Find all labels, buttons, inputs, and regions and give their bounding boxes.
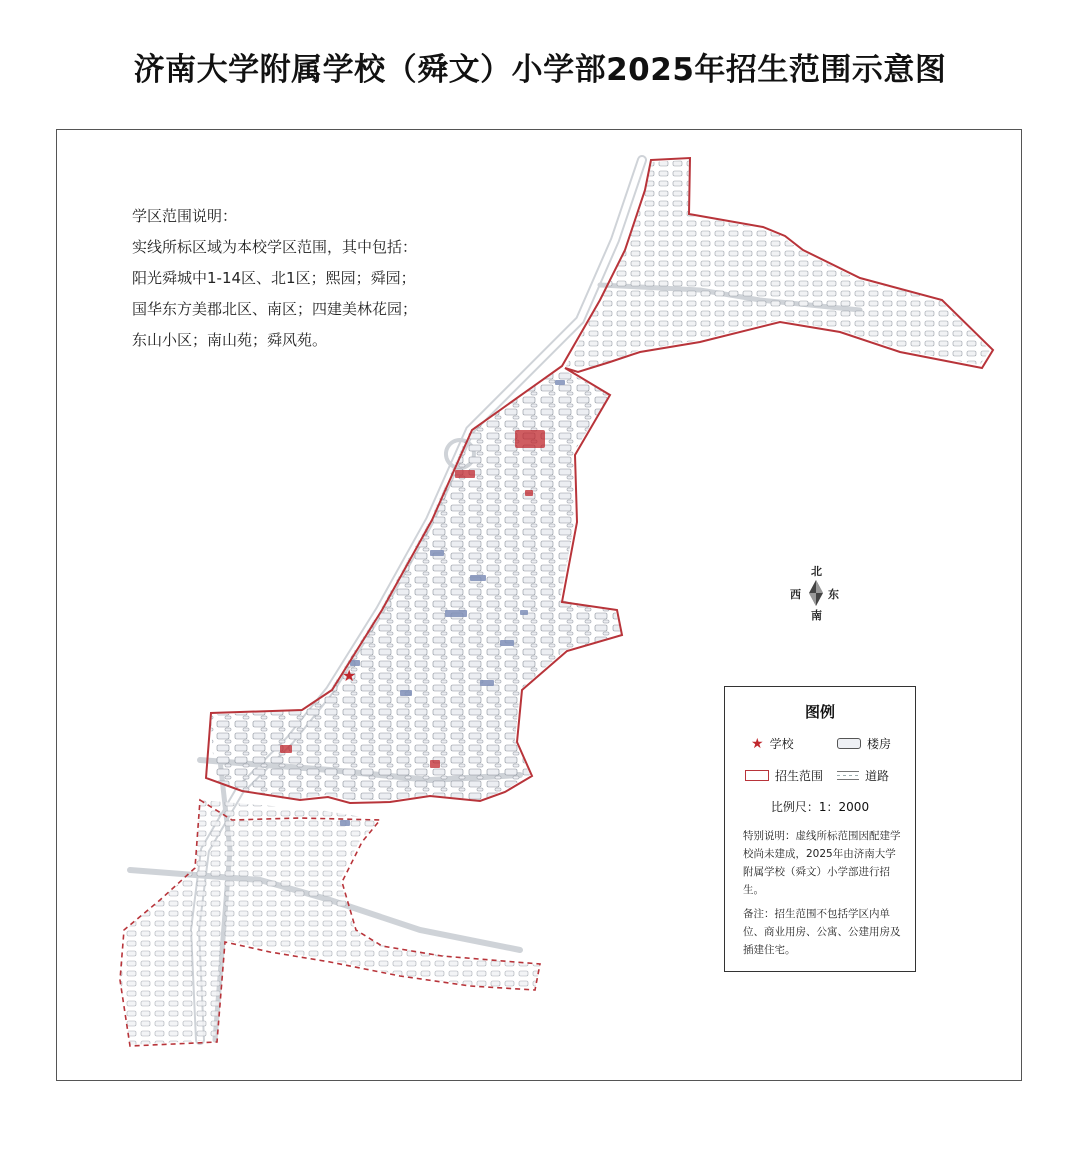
description-line: 国华东方美郡北区、南区；四建美林花园；	[132, 300, 418, 318]
description-heading: 学区范围说明：	[132, 207, 238, 225]
legend-road-label: 道路	[865, 769, 890, 783]
southern-area-buildings	[120, 800, 540, 1045]
compass-south: 南	[811, 609, 822, 622]
map-legend	[724, 686, 916, 972]
page-title: 济南大学附属学校（舜文）小学部2025年招生范围示意图	[133, 52, 947, 88]
legend-boundary-label: 招生范围	[775, 769, 824, 783]
description-line: 实线所标区域为本校学区范围，其中包括：	[132, 238, 418, 256]
district-description	[132, 201, 417, 356]
legend-item-boundary	[745, 767, 823, 784]
compass-north: 北	[811, 565, 822, 578]
building-icon	[837, 738, 861, 749]
school-star-icon: ★	[342, 666, 357, 685]
star-icon: ★	[751, 735, 764, 752]
description-line: 阳光舜城中1-14区、北1区；熙园；舜园；	[132, 269, 416, 287]
legend-remark: 备注：招生范围不包括学区内单位、商业用房、公寓、公建用房及插建住宅。	[743, 908, 901, 956]
compass-west: 西	[790, 588, 801, 601]
compass-rose	[786, 563, 846, 623]
road-icon	[837, 771, 859, 780]
compass-east: 东	[828, 588, 839, 601]
legend-scale: 比例尺：1：2000	[770, 800, 870, 814]
legend-item-building	[837, 735, 891, 752]
central-district-buildings	[210, 368, 622, 800]
legend-building-label: 楼房	[867, 737, 892, 751]
legend-item-school	[751, 735, 794, 752]
legend-special-note: 特别说明：虚线所标范围因配建学校尚未建成，2025年由济南大学附属学校（舜文）小学部进行招生。	[743, 830, 901, 896]
legend-school-label: 学校	[769, 737, 794, 751]
legend-item-road	[837, 767, 889, 784]
legend-title: 图例	[804, 703, 835, 721]
description-line: 东山小区；南山苑；舜风苑。	[132, 331, 328, 349]
boundary-icon	[745, 770, 769, 781]
